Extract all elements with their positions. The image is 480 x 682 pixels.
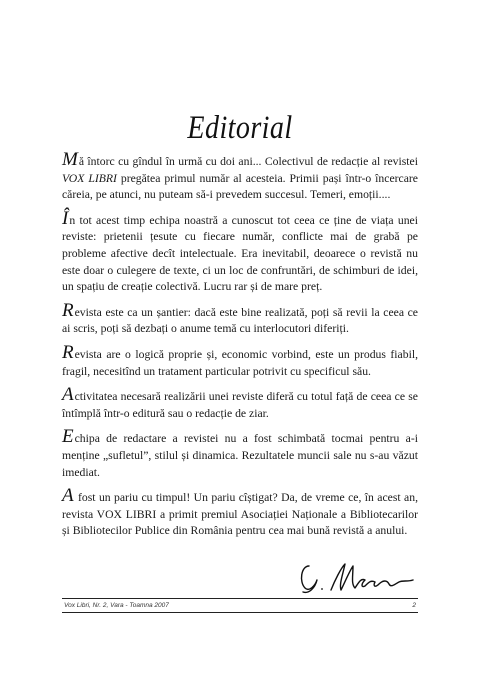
paragraph-3	[62, 299, 418, 338]
editorial-body	[62, 149, 418, 549]
paragraph-5	[62, 384, 418, 422]
handwritten-signature	[295, 558, 425, 598]
paragraph-text: chipa de redactare a revistei nu a fost schimbată tocmai pentru a-i menține „sufletul”, stilul și dinamica. Rezultatele muncii sale nu s-au văzut imediat.	[62, 432, 418, 479]
footer-issue-info: Vox Libri, Nr. 2, Vara - Toamna 2007	[64, 602, 169, 609]
paragraph-7	[62, 485, 418, 540]
drop-cap: R	[62, 341, 74, 363]
paragraph-4	[62, 341, 418, 380]
paragraph-text: evista este ca un șantier: dacă este bine realizată, poți să revii la ceea ce ai scris, poți să dezbați o anume temă cu interlocutori diferiți.	[62, 305, 418, 336]
paragraph-6	[62, 426, 418, 481]
drop-cap: Î	[62, 207, 69, 229]
page-title: Editorial	[187, 110, 293, 146]
paragraph-text: ctivitatea necesară realizării unei reviste diferă cu totul față de ceea ce se întîmplă într-o editură sau o redacție de ziar.	[62, 390, 418, 420]
footer-rule-top	[62, 598, 418, 599]
paragraph-text: fost un pariu cu timpul! Un pariu cîștigat? Da, de vreme ce, în acest an, revista VOX LIBRI a primit premiul Asociației Naționale a Bibliotecarilor și Bibliotecilor Publice din România pentru cea mai bună revistă a anului.	[62, 491, 418, 538]
drop-cap: M	[62, 149, 78, 170]
paragraph-2	[62, 207, 418, 296]
paragraph-text: pregătea primul număr al acesteia. Primii pași într-o încercare căreia, pe atunci, nu puteam să-i prevedem succesul. Temeri, emoții....	[62, 171, 418, 202]
paragraph-text: n tot acest timp echipa noastră a cunoscut tot ceea ce ține de viața unei reviste: prietenii țesute cu fiecare număr, conflicte mai de grabă pe probleme afective decît intelectuale. Era inevitabil, deoarece o revistă nu este doar o culegere de texte, ci un loc de confruntări, de schimburi de idei, un spațiu de creație colectivă. Lucru rar și de mare preț.	[62, 213, 418, 294]
footer-rule-bottom	[62, 612, 418, 613]
drop-cap: E	[62, 426, 74, 448]
drop-cap: A	[62, 485, 74, 507]
paragraph-1	[62, 149, 418, 204]
page-number: 2	[412, 602, 416, 609]
drop-cap: A	[62, 384, 74, 406]
paragraph-text: ă întorc cu gîndul în urmă cu doi ani... Colectivul de redacție al revistei	[78, 155, 418, 168]
drop-cap: R	[62, 299, 74, 321]
paragraph-text: evista are o logică proprie și, economic vorbind, este un produs fiabil, fragil, necesitînd un tratament particular potrivit cu specificul său.	[62, 347, 418, 378]
magazine-name: VOX LIBRI	[62, 171, 117, 185]
